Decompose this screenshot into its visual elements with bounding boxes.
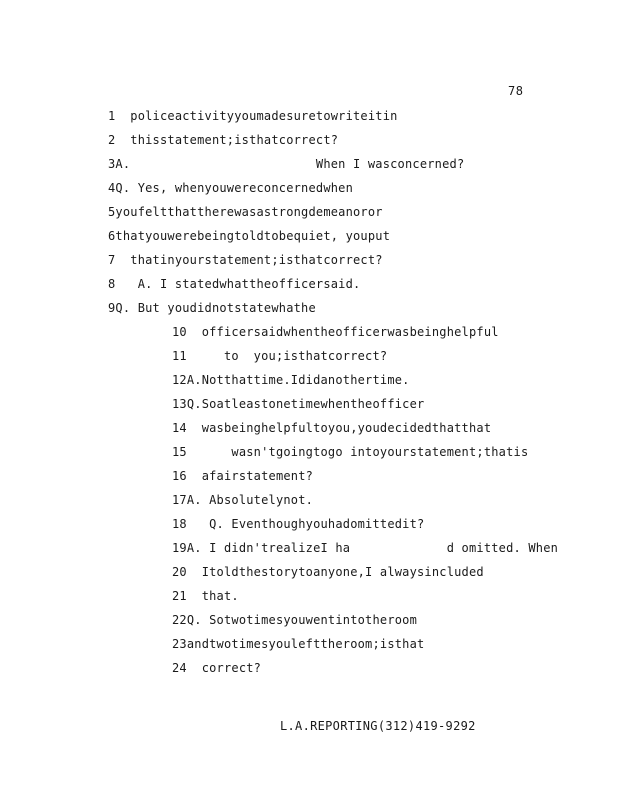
transcript-line-2: 2 thisstatement;isthatcorrect?	[108, 133, 339, 147]
transcript-line-1: 1 policeactivityyoumadesuretowriteitin	[108, 109, 398, 123]
transcript-line-22: 22Q. Sotwotimesyouwentintotheroom	[172, 613, 418, 627]
transcript-line-3: 3A. When I wasconcerned?	[108, 157, 465, 171]
transcript-line-21: 21 that.	[172, 589, 239, 603]
transcript-line-12: 12A.Notthattime.Ididanothertime.	[172, 373, 410, 387]
transcript-line-11: 11 to you;isthatcorrect?	[172, 349, 388, 363]
transcript-line-20: 20 Itoldthestorytoanyone,I alwaysincluded	[172, 565, 484, 579]
transcript-line-7: 7 thatinyourstatement;isthatcorrect?	[108, 253, 383, 267]
transcript-line-16: 16 afairstatement?	[172, 469, 314, 483]
reporter-footer: L.A.REPORTING(312)419-9292	[280, 719, 476, 733]
transcript-line-23: 23andtwotimesyoulefttheroom;isthat	[172, 637, 425, 651]
transcript-line-10: 10 officersaidwhentheofficerwasbeinghelpful	[172, 325, 499, 339]
transcript-line-15: 15 wasn'tgoingtogo intoyourstatement;thatis	[172, 445, 529, 459]
transcript-line-18: 18 Q. Eventhoughyouhadomittedit?	[172, 517, 425, 531]
transcript-line-24: 24 correct?	[172, 661, 262, 675]
transcript-line-17: 17A. Absolutelynot.	[172, 493, 314, 507]
page-number: 78	[508, 84, 524, 98]
transcript-line-19: 19A. I didn'trealizeI ha d omitted. When	[172, 541, 559, 555]
transcript-line-6: 6thatyouwerebeingtoldtobequiet, youput	[108, 229, 391, 243]
transcript-line-13: 13Q.Soatleastonetimewhentheofficer	[172, 397, 425, 411]
transcript-line-5: 5youfeltthattherewasastrongdemeanoror	[108, 205, 383, 219]
transcript-line-4: 4Q. Yes, whenyouwereconcernedwhen	[108, 181, 354, 195]
transcript-line-8: 8 A. I statedwhattheofficersaid.	[108, 277, 361, 291]
transcript-line-14: 14 wasbeinghelpfultoyou,youdecidedthatthat	[172, 421, 492, 435]
transcript-line-9: 9Q. But youdidnotstatewhathe	[108, 301, 316, 315]
